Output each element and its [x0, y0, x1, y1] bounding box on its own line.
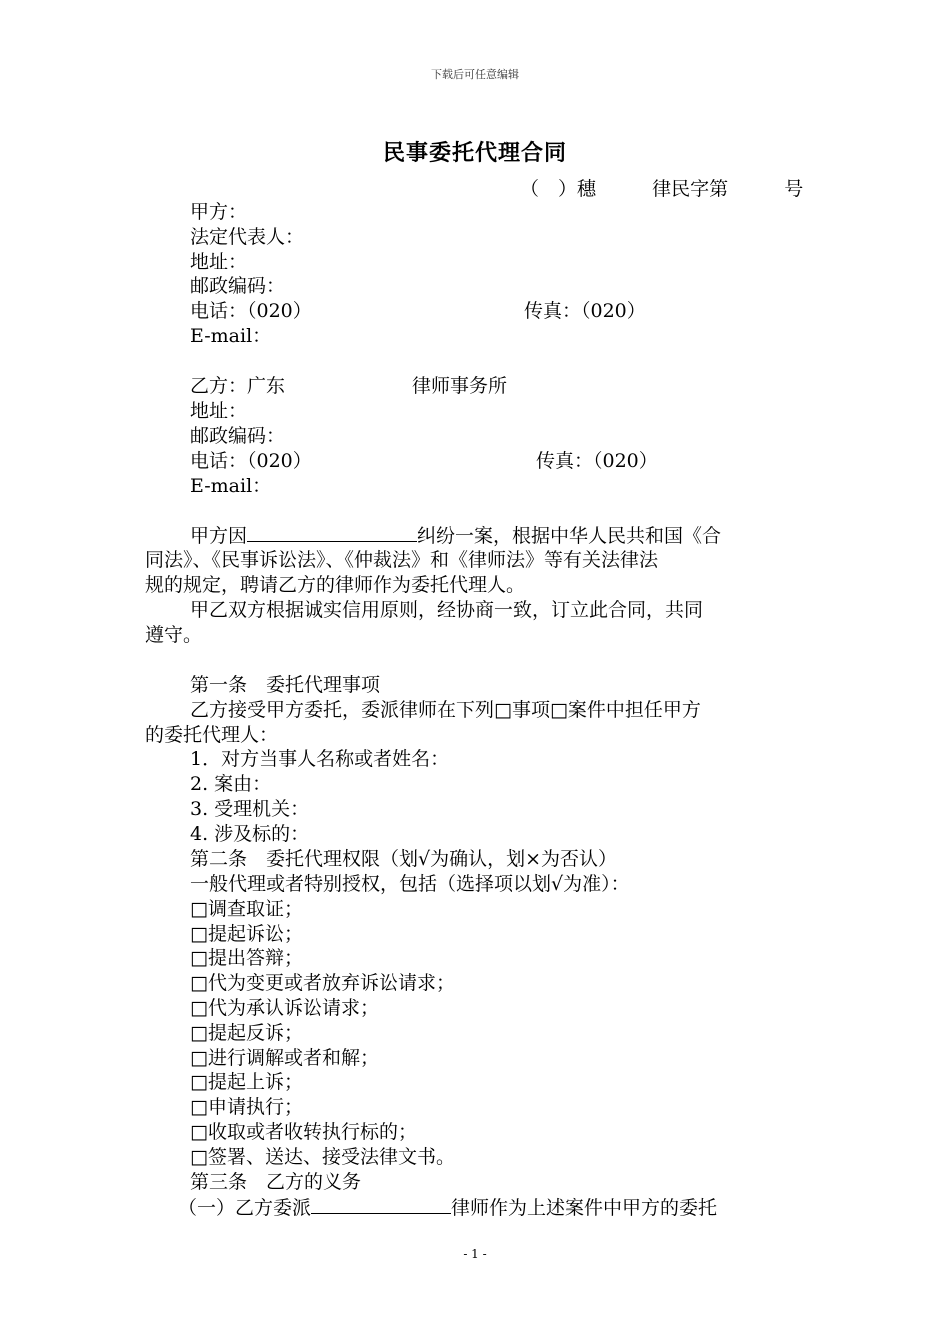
page-title: 民事委托代理合同 [382, 141, 567, 166]
doc-number-paren: （ ）穗 [520, 178, 597, 200]
party-b-email: E-mail： [190, 475, 272, 497]
party-a-email: E-mail： [190, 325, 272, 347]
article2-option: □提起反诉； [190, 1022, 303, 1044]
doc-number [520, 174, 803, 201]
doc-number-mid: 律民字第 [652, 178, 729, 200]
article2-option: □提起诉讼； [190, 923, 303, 945]
article2-option: □进行调解或者和解； [190, 1047, 379, 1069]
party-b-fax: 传真：（020） [536, 450, 658, 472]
intro-p2-line2: 遵守。 [145, 624, 203, 646]
party-a-phone: 电话：（020） [190, 300, 312, 322]
party-b-label: 乙方：广东 [190, 375, 286, 397]
intro-p2-line1: 甲乙双方根据诚实信用原则，经协商一致，订立此合同，共同 [190, 599, 704, 621]
party-a-label: 甲方： [190, 201, 248, 223]
article2-option: □提起上诉； [190, 1071, 303, 1093]
party-a-fax: 传真：（020） [524, 300, 646, 322]
party-b-postcode: 邮政编码： [190, 425, 286, 447]
party-a-address: 地址： [190, 251, 248, 273]
article1-item: 1．对方当事人名称或者姓名： [190, 748, 450, 770]
article3-line1-start: （一）乙方委派 [178, 1197, 312, 1219]
header-note: 下载后可任意编辑 [431, 68, 519, 81]
article3-line1-end: 律师作为上述案件中甲方的委托 [451, 1197, 718, 1219]
article3-line1 [178, 1195, 717, 1220]
article2-intro: 一般代理或者特别授权，包括（选择项以划√为准）： [190, 873, 630, 895]
article1-item: 3. 受理机关： [190, 798, 310, 820]
lawyer-blank [311, 1195, 451, 1214]
article3-heading: 第三条 乙方的义务 [190, 1171, 362, 1193]
intro-p1-line1 [190, 523, 721, 548]
intro-p1-end: 纠纷一案，根据中华人民共和国《合 [417, 525, 722, 547]
article2-option: □收取或者收转执行标的； [190, 1121, 417, 1143]
article2-option: □代为承认诉讼请求； [190, 997, 379, 1019]
article2-heading: 第二条 委托代理权限（划√为确认，划×为否认） [190, 848, 618, 870]
party-a-rep: 法定代表人： [190, 226, 305, 248]
article1-line2: 的委托代理人： [145, 724, 279, 746]
intro-p1-line2: 同法》、《民事诉讼法》、《仲裁法》和《律师法》等有关法律法 [145, 549, 659, 571]
article1-item: 4. 涉及标的： [190, 823, 310, 845]
party-b-address: 地址： [190, 400, 248, 422]
party-b-firm: 律师事务所 [412, 375, 508, 397]
article2-option: □调查取证； [190, 898, 303, 920]
doc-number-end: 号 [784, 178, 804, 200]
intro-p1-line3: 规的规定，聘请乙方的律师作为委托代理人。 [145, 574, 526, 596]
article2-option: □签署、送达、接受法律文书。 [190, 1146, 455, 1168]
article2-option: □提出答辩； [190, 947, 303, 969]
party-a-postcode: 邮政编码： [190, 275, 286, 297]
article1-line1: 乙方接受甲方委托，委派律师在下列□事项□案件中担任甲方 [190, 699, 701, 721]
page-number: - 1 - [463, 1247, 487, 1261]
intro-p1-start: 甲方因 [190, 525, 248, 547]
party-b-phone: 电话：（020） [190, 450, 312, 472]
article1-heading: 第一条 委托代理事项 [190, 674, 381, 696]
article2-option: □申请执行； [190, 1096, 303, 1118]
dispute-blank [247, 523, 417, 542]
article1-item: 2. 案由： [190, 773, 272, 795]
article2-option: □代为变更或者放弃诉讼请求； [190, 972, 455, 994]
